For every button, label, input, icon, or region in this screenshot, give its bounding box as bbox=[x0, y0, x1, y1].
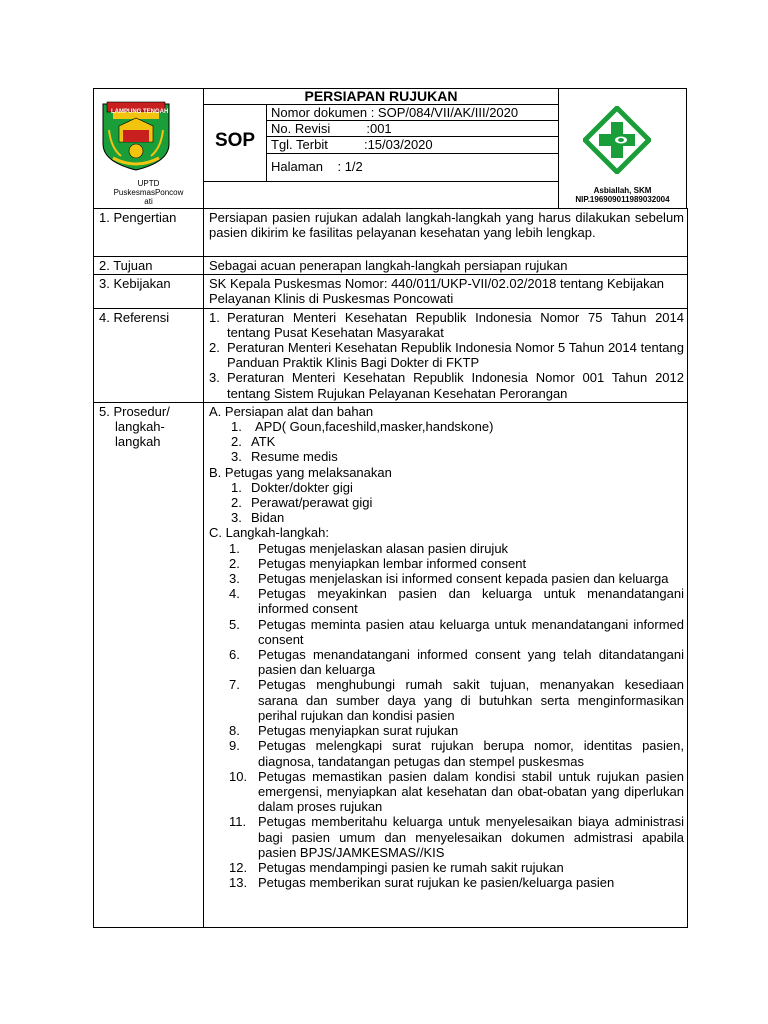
list-item: 2. ATK bbox=[231, 434, 276, 450]
list-item-number: 10. bbox=[229, 768, 248, 784]
section-b-title: B. Petugas yang melaksanakan bbox=[209, 464, 392, 480]
row-kebijakan bbox=[94, 275, 688, 308]
list-item-text: Petugas menyiapkan lembar informed consent bbox=[258, 555, 527, 571]
text-kebijakan: SK Kepala Puskesmas Nomor: 440/011/UKP-VII/02.02/2018 tentang Kebijakan Pelayanan Klinis di Puskesmas Poncowati bbox=[204, 275, 688, 308]
cell-prosedur bbox=[204, 402, 688, 927]
header-sign-row bbox=[203, 181, 559, 209]
issue-date: Tgl. Terbit :15/03/2020 bbox=[271, 137, 433, 152]
list-item-text: Petugas memberitahu keluarga untuk menyelesaikan biaya administrasi bagi pasien umum dan menyelesaikan dokumen admistrasi apabila pasien BPJS/JAMKESMAS//KIS bbox=[258, 814, 684, 860]
list-item-text: Petugas meyakinkan pasien dan keluarga untuk menandatangani informed consent bbox=[258, 586, 684, 617]
langkah-list bbox=[209, 541, 684, 891]
sop-document bbox=[93, 88, 687, 923]
list-item bbox=[227, 647, 684, 677]
list-item-number: 11. bbox=[229, 814, 247, 830]
list-item-number: 1. bbox=[229, 540, 240, 556]
revision-number: No. Revisi :001 bbox=[271, 121, 392, 136]
list-item-text: Petugas menghubungi rumah sakit tujuan, menanyakan kesediaan sarana dan sumber daya yang di butuhkan serta menginformasikan perihal rujukan dan kondisi pasien bbox=[258, 677, 684, 723]
sop-body-table bbox=[93, 208, 688, 928]
row-pengertian bbox=[94, 209, 688, 257]
list-item bbox=[227, 617, 684, 647]
list-item-number: 12. bbox=[229, 859, 248, 875]
list-item-number: 7. bbox=[229, 677, 240, 693]
list-item: 2. Perawat/perawat gigi bbox=[231, 495, 373, 511]
list-item-text: Petugas meminta pasien atau keluarga untuk menandatangani informed consent bbox=[258, 616, 684, 647]
uptd-line-3: ati bbox=[144, 197, 153, 206]
list-item-text: Petugas menandatangani informed consent yang telah ditandatangani pasien dan keluarga bbox=[258, 647, 684, 678]
label-prosedur: 5. Prosedur/ langkah- langkah bbox=[94, 402, 204, 927]
list-item-text: Petugas memastikan pasien dalam kondisi stabil untuk rujukan pasien emergensi, menyiapkan alat kesehatan dan obat-obatan yang diperlukan dalam proses rujukan bbox=[258, 768, 684, 815]
list-item-text: Petugas menjelaskan isi informed consent kepada pasien dan keluarga bbox=[258, 571, 669, 587]
list-item bbox=[227, 738, 684, 768]
list-item bbox=[227, 814, 684, 860]
list-item-number: 5. bbox=[229, 616, 240, 632]
page-number: Halaman : 1/2 bbox=[271, 159, 363, 174]
label-pengertian: 1. Pengertian bbox=[94, 209, 204, 257]
list-item-number: 3. bbox=[229, 571, 240, 587]
label-referensi: 4. Referensi bbox=[94, 308, 204, 402]
label-tujuan: 2. Tujuan bbox=[94, 257, 204, 275]
list-item bbox=[227, 769, 684, 815]
list-item-text: Petugas menjelaskan alasan pasien dirujuk bbox=[258, 540, 509, 556]
puskesmas-logo-icon bbox=[583, 106, 651, 174]
list-item-text: Petugas melengkapi surat rujukan berupa nomor, identitas pasien, diagnosa, tandatangan petugas dan stempel puskesmas bbox=[258, 738, 684, 769]
signatory-nip: NIP.196909011989032004 bbox=[575, 195, 670, 204]
list-item bbox=[227, 556, 684, 571]
list-item bbox=[227, 586, 684, 616]
list-item-number: 2. bbox=[229, 555, 240, 571]
text-tujuan: Sebagai acuan penerapan langkah-langkah persiapan rujukan bbox=[204, 257, 688, 275]
section-a-title: A. Persiapan alat dan bahan bbox=[209, 403, 374, 419]
list-item: 3. Resume medis bbox=[231, 449, 338, 465]
cell-referensi bbox=[204, 308, 688, 402]
list-item bbox=[227, 860, 684, 875]
section-c-title: C. Langkah-langkah: bbox=[209, 525, 329, 541]
list-item bbox=[227, 723, 684, 738]
crest-caption: LAMPUNG TENGAH bbox=[111, 109, 169, 115]
list-item: 1. Peraturan Menteri Kesehatan Republik Indonesia Nomor 75 Tahun 2014 tentang Pusat Kesehatan Masyarakat bbox=[209, 309, 684, 340]
row-prosedur bbox=[94, 402, 688, 927]
list-item bbox=[227, 541, 684, 556]
sop-label: SOP bbox=[214, 130, 256, 151]
list-item-text: Petugas menyiapkan surat rujukan bbox=[258, 723, 459, 739]
list-item: 1. Dokter/dokter gigi bbox=[231, 479, 353, 495]
uptd-line-1: UPTD bbox=[137, 179, 160, 188]
list-item bbox=[227, 677, 684, 723]
list-item-number: 9. bbox=[229, 738, 240, 754]
list-item: 2. Peraturan Menteri Kesehatan Republik Indonesia Nomor 5 Tahun 2014 tentang Panduan Praktik Klinis Bagi Dokter di FKTP bbox=[209, 340, 684, 371]
list-item-number: 6. bbox=[229, 647, 240, 663]
list-item-number: 13. bbox=[229, 875, 248, 891]
list-item bbox=[227, 571, 684, 586]
list-item-text: Petugas mendampingi pasien ke rumah sakit rujukan bbox=[258, 859, 564, 875]
row-tujuan bbox=[94, 257, 688, 275]
list-item-number: 4. bbox=[229, 586, 240, 602]
uptd-line-2: PuskesmasPoncow bbox=[113, 188, 184, 197]
list-item: 1. APD( Goun,faceshild,masker,handskone) bbox=[231, 419, 494, 435]
row-referensi bbox=[94, 308, 688, 402]
page-title: PERSIAPAN RUJUKAN bbox=[304, 88, 458, 104]
list-item: 3. Peraturan Menteri Kesehatan Republik Indonesia Nomor 001 Tahun 2012 tentang Sistem Rujukan Pelayanan Kesehatan Perorangan bbox=[209, 370, 684, 401]
list-item: 3. Bidan bbox=[231, 510, 285, 526]
text-pengertian: Persiapan pasien rujukan adalah langkah-langkah yang harus dilakukan sebelum pasien dikirim ke fasilitas pelayanan kesehatan yang lebih lengkap. bbox=[204, 209, 688, 257]
list-item bbox=[227, 875, 684, 890]
label-kebijakan: 3. Kebijakan bbox=[94, 275, 204, 308]
signatory-name: Asbiallah, SKM bbox=[593, 186, 652, 195]
doc-number: Nomor dokumen : SOP/084/VII/AK/III/2020 bbox=[271, 105, 519, 120]
list-item-text: Petugas memberikan surat rujukan ke pasien/keluarga pasien bbox=[258, 875, 615, 891]
list-item-number: 8. bbox=[229, 723, 240, 739]
